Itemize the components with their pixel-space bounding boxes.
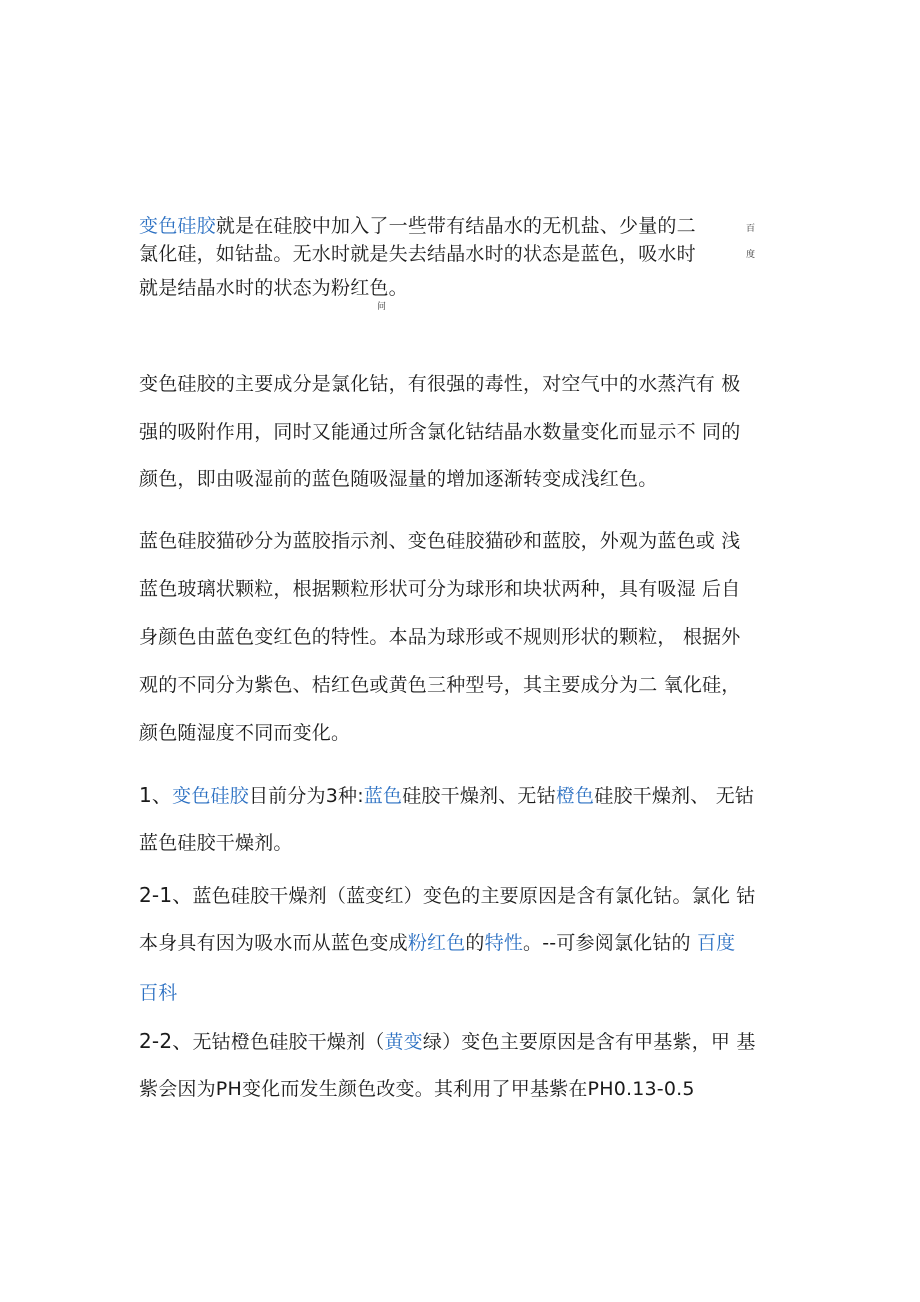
item1-text-3: 硅胶干燥剂、 无钴 [594, 785, 755, 807]
para2-line-1: 蓝色硅胶猫砂分为蓝胶指示剂、变色硅胶猫砂和蓝胶，外观为蓝色或 浅 [139, 530, 741, 552]
para2-line-5: 颜色随湿度不同而变化。 [139, 722, 351, 744]
item2-text-2a: 本身具有因为吸水而从蓝色变成 [139, 932, 408, 954]
item2-number: 2-1、 [139, 883, 193, 907]
side-note-bai: 百 [746, 224, 756, 234]
link-yellow-change[interactable]: 黄变 [384, 1031, 423, 1053]
para2-line-3: 身颜色由蓝色变红色的特性。本品为球形或不规则形状的颗粒， 根据外 [139, 626, 741, 648]
side-note-wen: 问 [377, 302, 387, 312]
item1-text-2: 硅胶干燥剂、无钴 [402, 785, 556, 807]
item2-text-1: 蓝色硅胶干燥剂（蓝变红）变色的主要原因是含有氯化钴。氯化 钴 [192, 885, 756, 907]
item3-line-2: 紫会因为PH变化而发生颜色改变。其利用了甲基紫在PH0.13-0.5 [139, 1078, 695, 1100]
item3-text-1b: 绿）变色主要原因是含有甲基紫，甲 基 [422, 1031, 756, 1053]
link-orange[interactable]: 橙色 [555, 785, 595, 807]
para1-line-1: 变色硅胶的主要成分是氯化钴，有很强的毒性，对空气中的水蒸汽有 极 [139, 373, 741, 395]
item1-line-2: 蓝色硅胶干燥剂。 [139, 832, 293, 854]
para2-line-2: 蓝色玻璃状颗粒，根据颗粒形状可分为球形和块状两种，具有吸湿 后自 [139, 578, 741, 600]
link-baidu[interactable]: 百度 [696, 932, 736, 954]
item2-line-3 [139, 981, 799, 1005]
intro-line-1-text: 就是在硅胶中加入了一些带有结晶水的无机盐、少量的二 [215, 215, 696, 237]
item3-number: 2-2、 [139, 1029, 193, 1053]
para1-line-2: 强的吸附作用，同时又能通过所含氯化钴结晶水数量变化而显示不 同的 [139, 421, 741, 443]
item2-line-1 [139, 883, 799, 908]
para2-line-4: 观的不同分为紫色、桔红色或黄色三种型号，其主要成分为二 氧化硅， [139, 674, 741, 696]
link-baike[interactable]: 百科 [139, 982, 178, 1004]
item2-line-2 [139, 931, 799, 955]
item1-number: 1、 [139, 783, 173, 807]
para1-line-3: 颜色，即由吸湿前的蓝色随吸湿量的增加逐渐转变成浅红色。 [139, 468, 658, 490]
intro-line-3: 就是结晶水时的状态为粉红色。 [139, 277, 408, 299]
item2-text-2b: 的 [465, 932, 485, 954]
intro-line-2: 氯化硅，如钴盐。无水时就是失去结晶水时的状态是蓝色，吸水时 [139, 243, 696, 265]
item2-text-2c: 。--可参阅氯化钴的 [523, 932, 697, 954]
item3-text-1a: 无钴橙色硅胶干燥剂（ [192, 1031, 385, 1053]
link-property[interactable]: 特性 [484, 932, 524, 954]
link-color-change-silica-gel[interactable]: 变色硅胶 [139, 215, 216, 237]
item3-line-1 [139, 1029, 799, 1054]
intro-line-1 [139, 214, 799, 238]
link-pink[interactable]: 粉红色 [407, 932, 466, 954]
item1-text-1: 目前分为3种: [248, 785, 364, 807]
item1-line-1 [139, 783, 799, 808]
link-blue[interactable]: 蓝色 [363, 785, 403, 807]
side-note-du: 度 [746, 250, 756, 260]
link-color-change-silica-gel-2[interactable]: 变色硅胶 [172, 785, 249, 807]
